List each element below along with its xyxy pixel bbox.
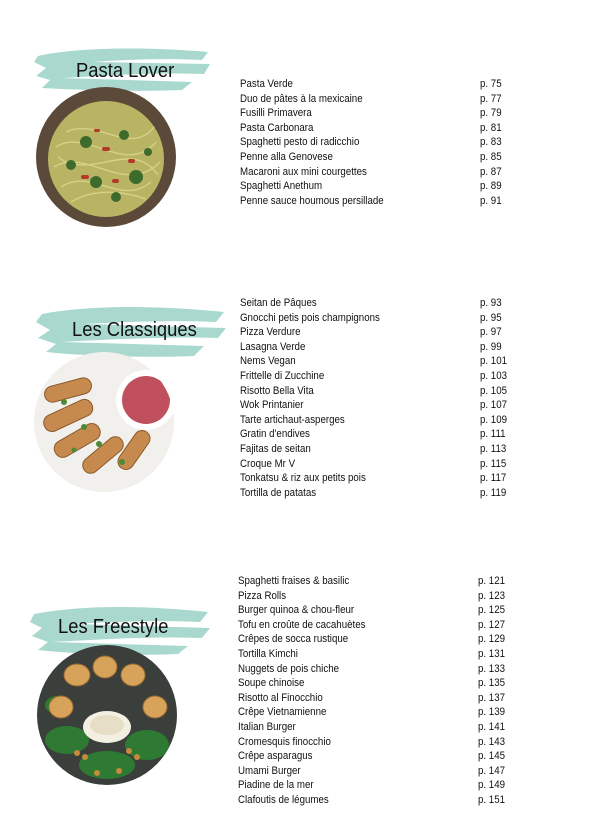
page-number: p. 81 xyxy=(480,121,502,134)
recipe-name: Crêpe asparagus xyxy=(238,750,313,763)
page-number: p. 89 xyxy=(480,180,502,193)
section-title: Pasta Lover xyxy=(76,60,175,82)
recipe-name: Tortilla de patatas xyxy=(240,486,317,499)
page-number: p. 135 xyxy=(478,677,506,690)
recipe-name: Pizza Verdure xyxy=(240,326,301,339)
page-number: p. 149 xyxy=(478,779,506,792)
page-number: p. 125 xyxy=(478,604,506,617)
page-number: p. 151 xyxy=(478,793,506,806)
recipe-name: Cromesquis finocchio xyxy=(238,735,331,748)
recipe-name: Wok Printanier xyxy=(240,399,304,412)
recipe-name: Tarte artichaut-asperges xyxy=(240,413,345,426)
pasta-dish-photo xyxy=(36,87,176,227)
recipe-name: Penne sauce houmous persillade xyxy=(240,194,384,207)
recipe-name: Tofu en croûte de cacahuètes xyxy=(238,618,366,631)
page-number: p. 129 xyxy=(478,633,506,646)
recipe-name: Macaroni aux mini courgettes xyxy=(240,165,367,178)
page-number: p. 79 xyxy=(480,107,502,120)
recipe-name: Frittelle di Zucchine xyxy=(240,369,325,382)
recipe-name: Spaghetti Anethum xyxy=(240,180,323,193)
recipe-name: Nems Vegan xyxy=(240,355,296,368)
page-number: p. 133 xyxy=(478,662,506,675)
recipe-name: Risotto al Finocchio xyxy=(238,691,323,704)
recipe-name: Lasagna Verde xyxy=(240,340,306,353)
page-number: p. 101 xyxy=(480,355,508,368)
recipe-name: Crêpes de socca rustique xyxy=(238,633,349,646)
recipe-name: Croque Mr V xyxy=(240,457,296,470)
recipe-name: Pasta Carbonara xyxy=(240,121,314,134)
page-number: p. 77 xyxy=(480,92,502,105)
page-number: p. 93 xyxy=(480,297,502,309)
page-number: p. 123 xyxy=(478,589,506,602)
recipe-name: Soupe chinoise xyxy=(238,677,305,690)
page-number: p. 147 xyxy=(478,764,506,777)
recipe-name: Fajitas de seitan xyxy=(240,442,311,455)
recipe-name: Crêpe Vietnamienne xyxy=(238,706,327,719)
section-title: Les Classiques xyxy=(72,319,197,341)
page-number: p. 139 xyxy=(478,706,506,719)
recipe-name: Nuggets de pois chiche xyxy=(238,662,339,675)
page-number: p. 137 xyxy=(478,691,506,704)
recipe-name: Spaghetti pesto di radicchio xyxy=(240,136,360,149)
recipe-name: Piadine de la mer xyxy=(238,779,314,792)
recipe-name: Gnocchi petis pois champignons xyxy=(240,311,380,324)
recipe-name: Seitan de Pâques xyxy=(240,297,317,309)
recipe-name: Pizza Rolls xyxy=(238,589,287,602)
recipe-name: Tonkatsu & riz aux petits pois xyxy=(240,472,366,485)
page-number: p. 103 xyxy=(480,369,508,382)
page-number: p. 87 xyxy=(480,165,502,178)
page-number: p. 99 xyxy=(480,340,502,353)
classiques-dish-photo xyxy=(34,352,174,492)
page-number: p. 141 xyxy=(478,720,506,733)
section-title: Les Freestyle xyxy=(58,616,169,638)
page-number: p. 119 xyxy=(480,486,507,499)
page-number: p. 121 xyxy=(478,575,506,587)
recipe-name: Risotto Bella Vita xyxy=(240,384,314,397)
page-number: p. 107 xyxy=(480,399,508,412)
recipe-name: Clafoutis de légumes xyxy=(238,793,329,806)
page-number: p. 115 xyxy=(480,457,507,470)
page-number: p. 117 xyxy=(480,472,507,485)
page-number: p. 85 xyxy=(480,150,502,163)
page-number: p. 91 xyxy=(480,194,502,207)
page-number: p. 111 xyxy=(480,428,506,441)
recipe-name: Spaghetti fraises & basilic xyxy=(238,575,350,587)
recipe-name: Duo de pâtes à la mexicaine xyxy=(240,92,363,105)
page-number: p. 109 xyxy=(480,413,508,426)
recipe-name: Penne alla Genovese xyxy=(240,150,333,163)
page-number: p. 75 xyxy=(480,78,502,90)
page-number: p. 127 xyxy=(478,618,506,631)
page-number: p. 83 xyxy=(480,136,502,149)
freestyle-dish-photo xyxy=(37,645,177,785)
page-number: p. 97 xyxy=(480,326,502,339)
recipe-name: Italian Burger xyxy=(238,720,296,733)
recipe-name: Gratin d'endives xyxy=(240,428,310,441)
page-number: p. 143 xyxy=(478,735,506,748)
recipe-name: Tortilla Kimchi xyxy=(238,647,298,660)
recipe-name: Burger quinoa & chou-fleur xyxy=(238,604,355,617)
page-number: p. 145 xyxy=(478,750,506,763)
recipe-name: Pasta Verde xyxy=(240,78,293,90)
page-number: p. 105 xyxy=(480,384,508,397)
page-number: p. 113 xyxy=(480,442,507,455)
page-number: p. 95 xyxy=(480,311,502,324)
recipe-name: Umami Burger xyxy=(238,764,301,777)
recipe-name: Fusilli Primavera xyxy=(240,107,312,120)
page-number: p. 131 xyxy=(478,647,506,660)
